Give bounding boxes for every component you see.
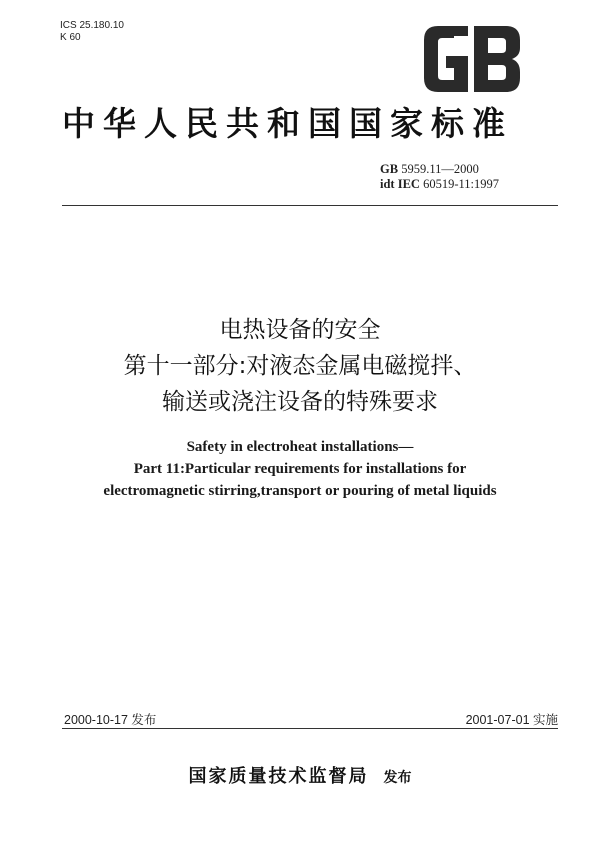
cn-title-line-1: 电热设备的安全 xyxy=(219,317,381,343)
bottom-divider xyxy=(62,728,558,729)
issuer-action: 发布 xyxy=(383,770,412,786)
gb-logo-text: GB xyxy=(420,20,422,21)
top-divider xyxy=(62,205,558,206)
issuer-organization: 国家质量技术监督局 xyxy=(188,766,369,787)
ics-code: ICS 25.180.10 xyxy=(60,20,124,31)
gb-logo-g xyxy=(424,26,468,92)
gb-logo xyxy=(420,20,524,98)
ccs-code: K 60 xyxy=(60,32,81,43)
idt-prefix: idt IEC xyxy=(380,177,420,191)
gb-prefix: GB xyxy=(380,162,399,176)
classification-codes xyxy=(60,20,124,44)
english-document-title xyxy=(60,436,540,502)
implementation-date: 2001-07-01 实施 xyxy=(465,713,558,727)
en-title-line-1: Safety in electroheat installations— xyxy=(186,439,414,455)
en-title-line-2: Part 11:Particular requirements for installations for xyxy=(133,461,467,477)
gb-number-line xyxy=(380,162,499,177)
cn-title-line-2: 第十一部分:对液态金属电磁搅拌、 xyxy=(123,353,477,379)
issuing-authority xyxy=(60,762,540,788)
idt-number: 60519-11:1997 xyxy=(423,177,499,191)
standard-numbers xyxy=(380,162,499,192)
gb-logo-b xyxy=(474,26,520,92)
chinese-document-title xyxy=(60,312,540,420)
en-title-line-3: electromagnetic stirring,transport or pouring of metal liquids xyxy=(103,483,497,499)
idt-number-line xyxy=(380,177,499,192)
cn-title-line-3: 输送或浇注设备的特殊要求 xyxy=(162,389,438,415)
gb-number: 5959.11—2000 xyxy=(401,162,479,176)
national-standard-title: 中华人民共和国国家标准 xyxy=(62,104,513,143)
issue-date: 2000-10-17 发布 xyxy=(64,713,157,727)
